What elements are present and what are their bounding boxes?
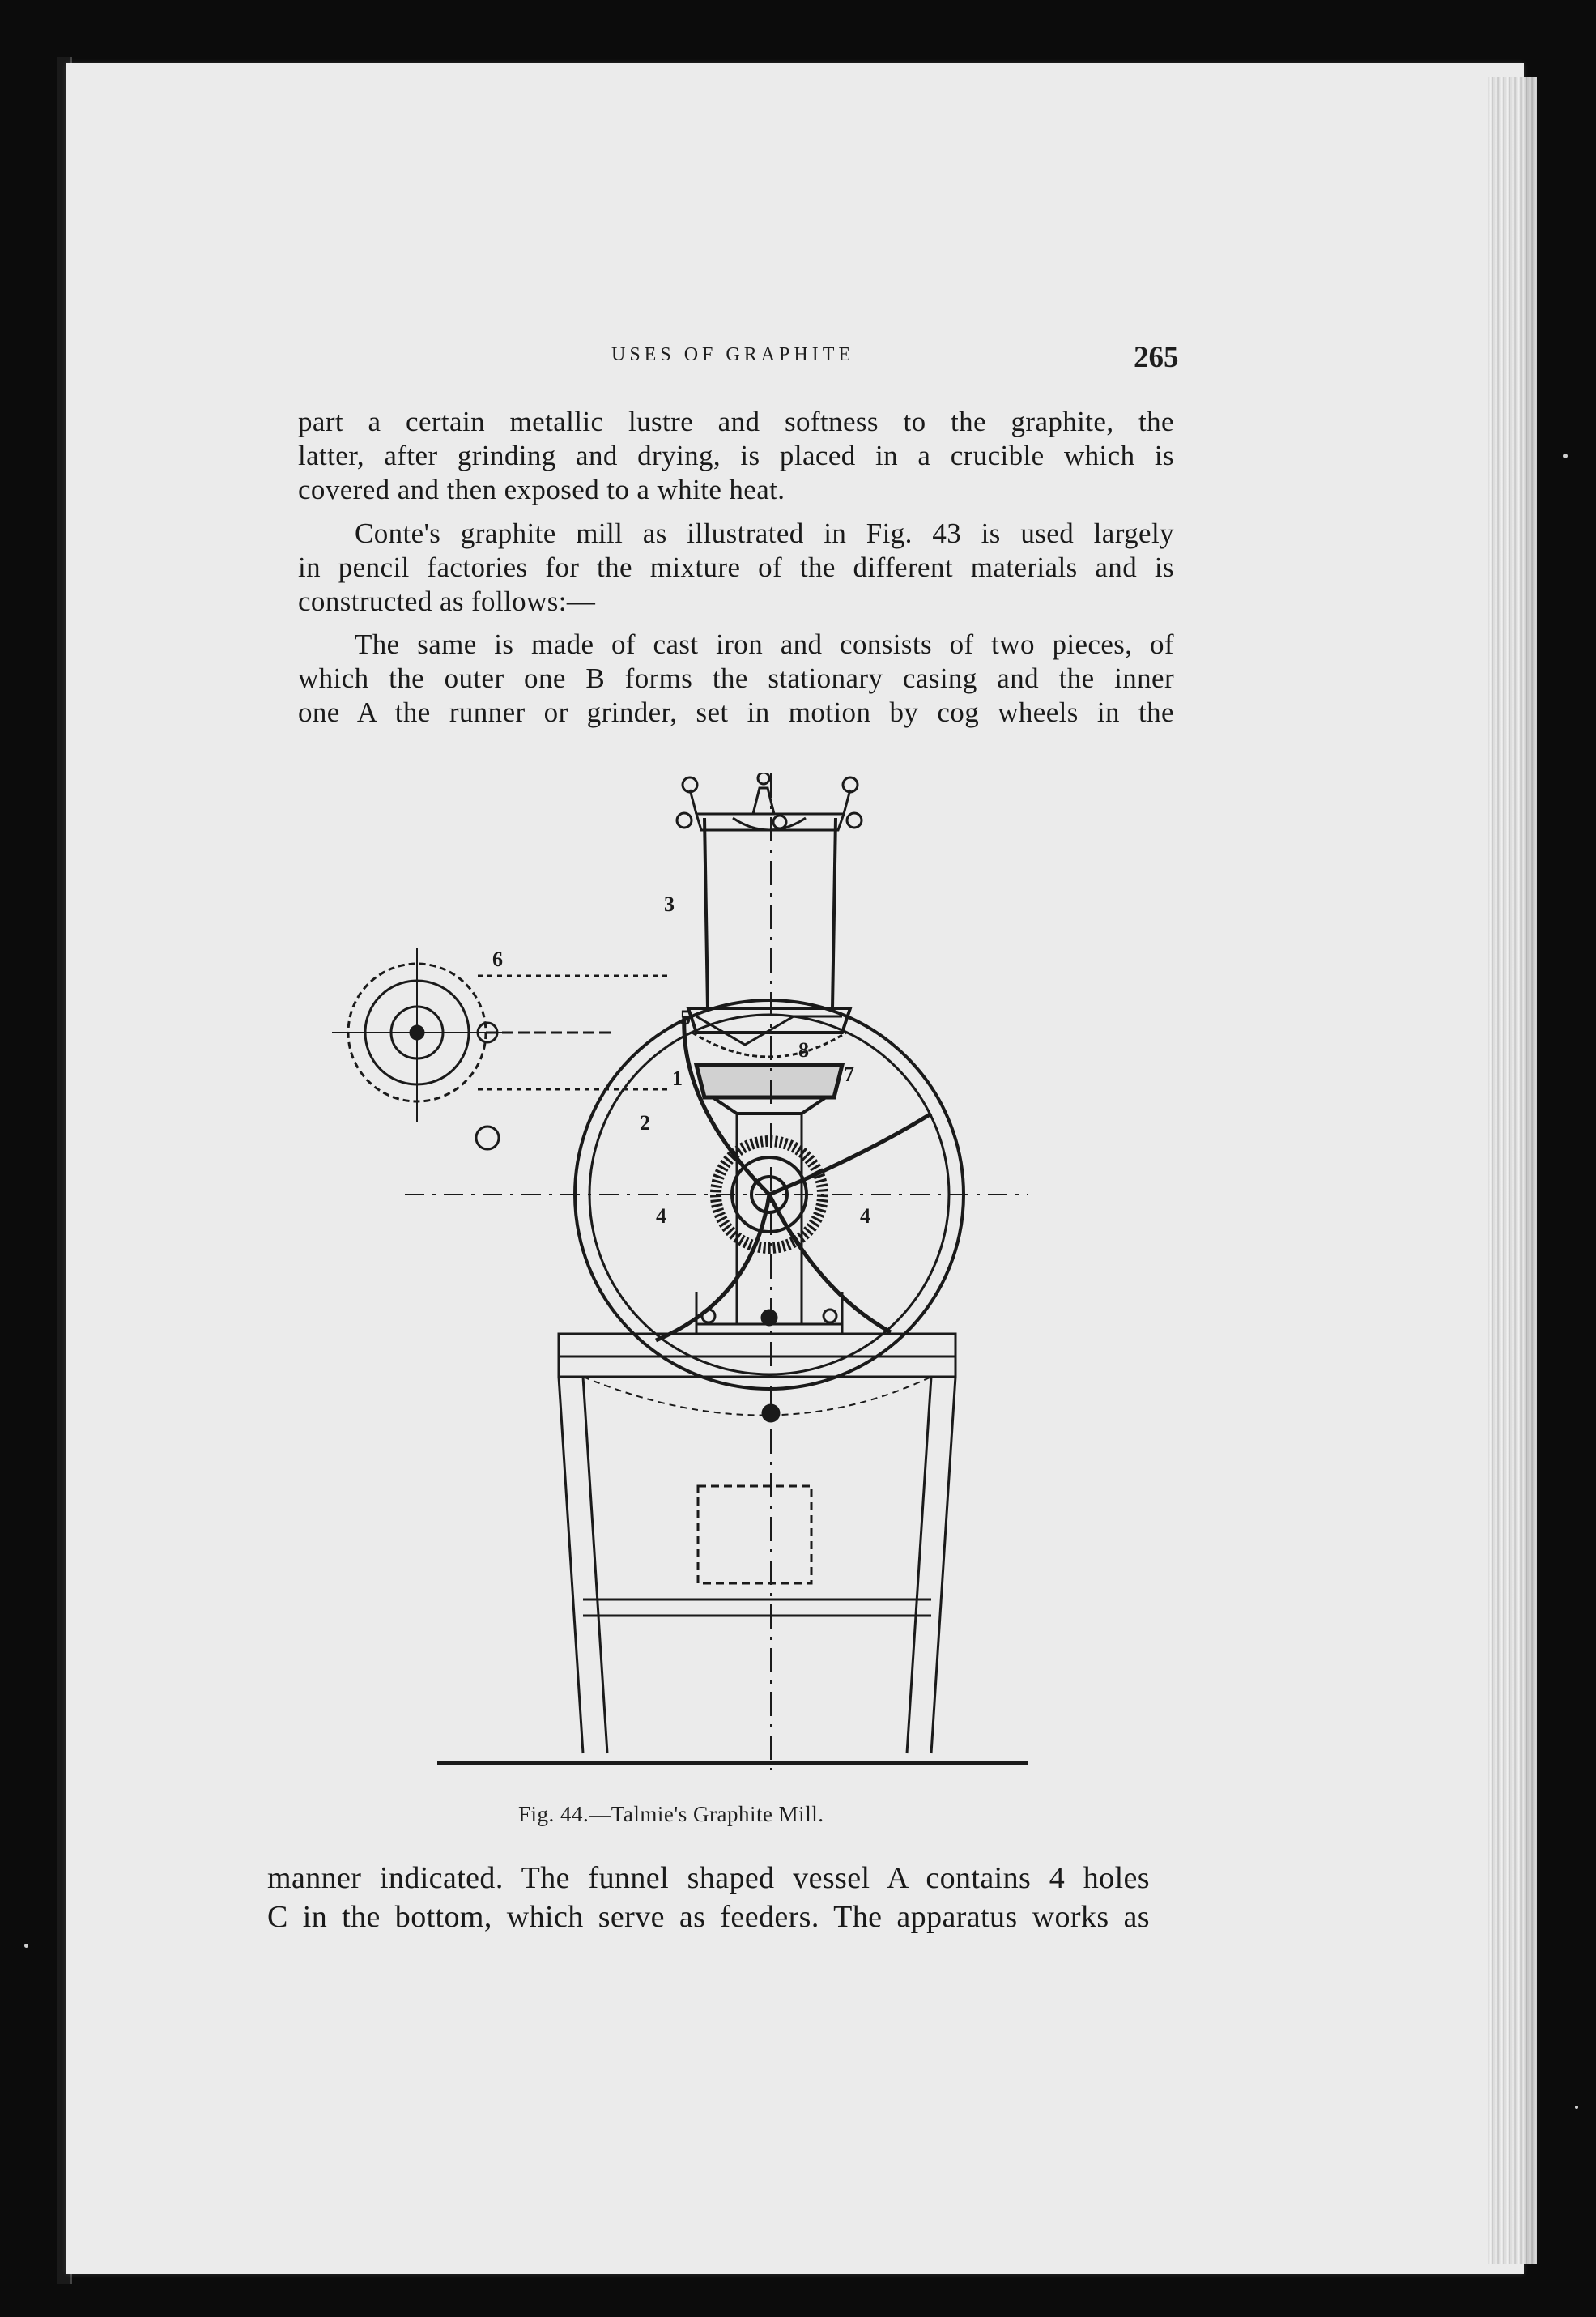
text-line: in pencil factories for the mixture of the different materials and is (298, 552, 1174, 583)
label-1: 1 (672, 1067, 683, 1090)
text-line: one A the runner or grinder, set in motion by cog wheels in the (298, 696, 1174, 728)
label-2: 2 (640, 1111, 650, 1135)
text-line: C in the bottom, which serve as feeders. The apparatus works as (267, 1900, 1150, 1934)
text-line: part a certain metallic lustre and softness to the graphite, the (298, 406, 1174, 437)
label-4-right: 4 (860, 1204, 870, 1228)
figure-caption: Fig. 44.—Talmie's Graphite Mill. (518, 1802, 824, 1826)
text-line: which the outer one B forms the stationary casing and the inner (298, 662, 1174, 694)
flywheel (575, 1000, 964, 1389)
dust-speck (24, 1944, 28, 1948)
label-4-left: 4 (656, 1204, 666, 1228)
label-7: 7 (844, 1063, 854, 1086)
text-line: covered and then exposed to a white heat. (298, 474, 785, 505)
graphite-mill-illustration (316, 773, 1028, 1794)
page-number: 265 (1134, 341, 1179, 374)
page-edges (1488, 77, 1537, 2264)
text-line: manner indicated. The funnel shaped vessel A contains 4 holes (267, 1861, 1150, 1895)
paragraph-1 (298, 405, 1174, 507)
label-3: 3 (664, 892, 675, 916)
hopper-column (677, 773, 862, 1008)
paragraph-4 (267, 1859, 1150, 1936)
text-line: The same is made of cast iron and consists of two pieces, of (355, 628, 1174, 660)
label-5: 5 (680, 1006, 691, 1029)
table-frame (437, 1334, 1028, 1763)
text-line: Conte's graphite mill as illustrated in Fig. 43 is used largely (355, 517, 1174, 549)
text-line: constructed as follows:— (298, 586, 596, 617)
bevel-gear (716, 1114, 823, 1324)
dust-speck (1563, 454, 1568, 458)
label-6: 6 (492, 948, 503, 971)
label-8: 8 (798, 1038, 809, 1062)
paragraph-3 (298, 628, 1174, 730)
paragraph-2 (298, 517, 1174, 619)
running-head: USES OF GRAPHITE (611, 344, 855, 365)
drive-pulley (332, 948, 672, 1149)
text-line: latter, after grinding and drying, is placed in a crucible which is (298, 440, 1174, 471)
dust-speck (1575, 2106, 1578, 2109)
